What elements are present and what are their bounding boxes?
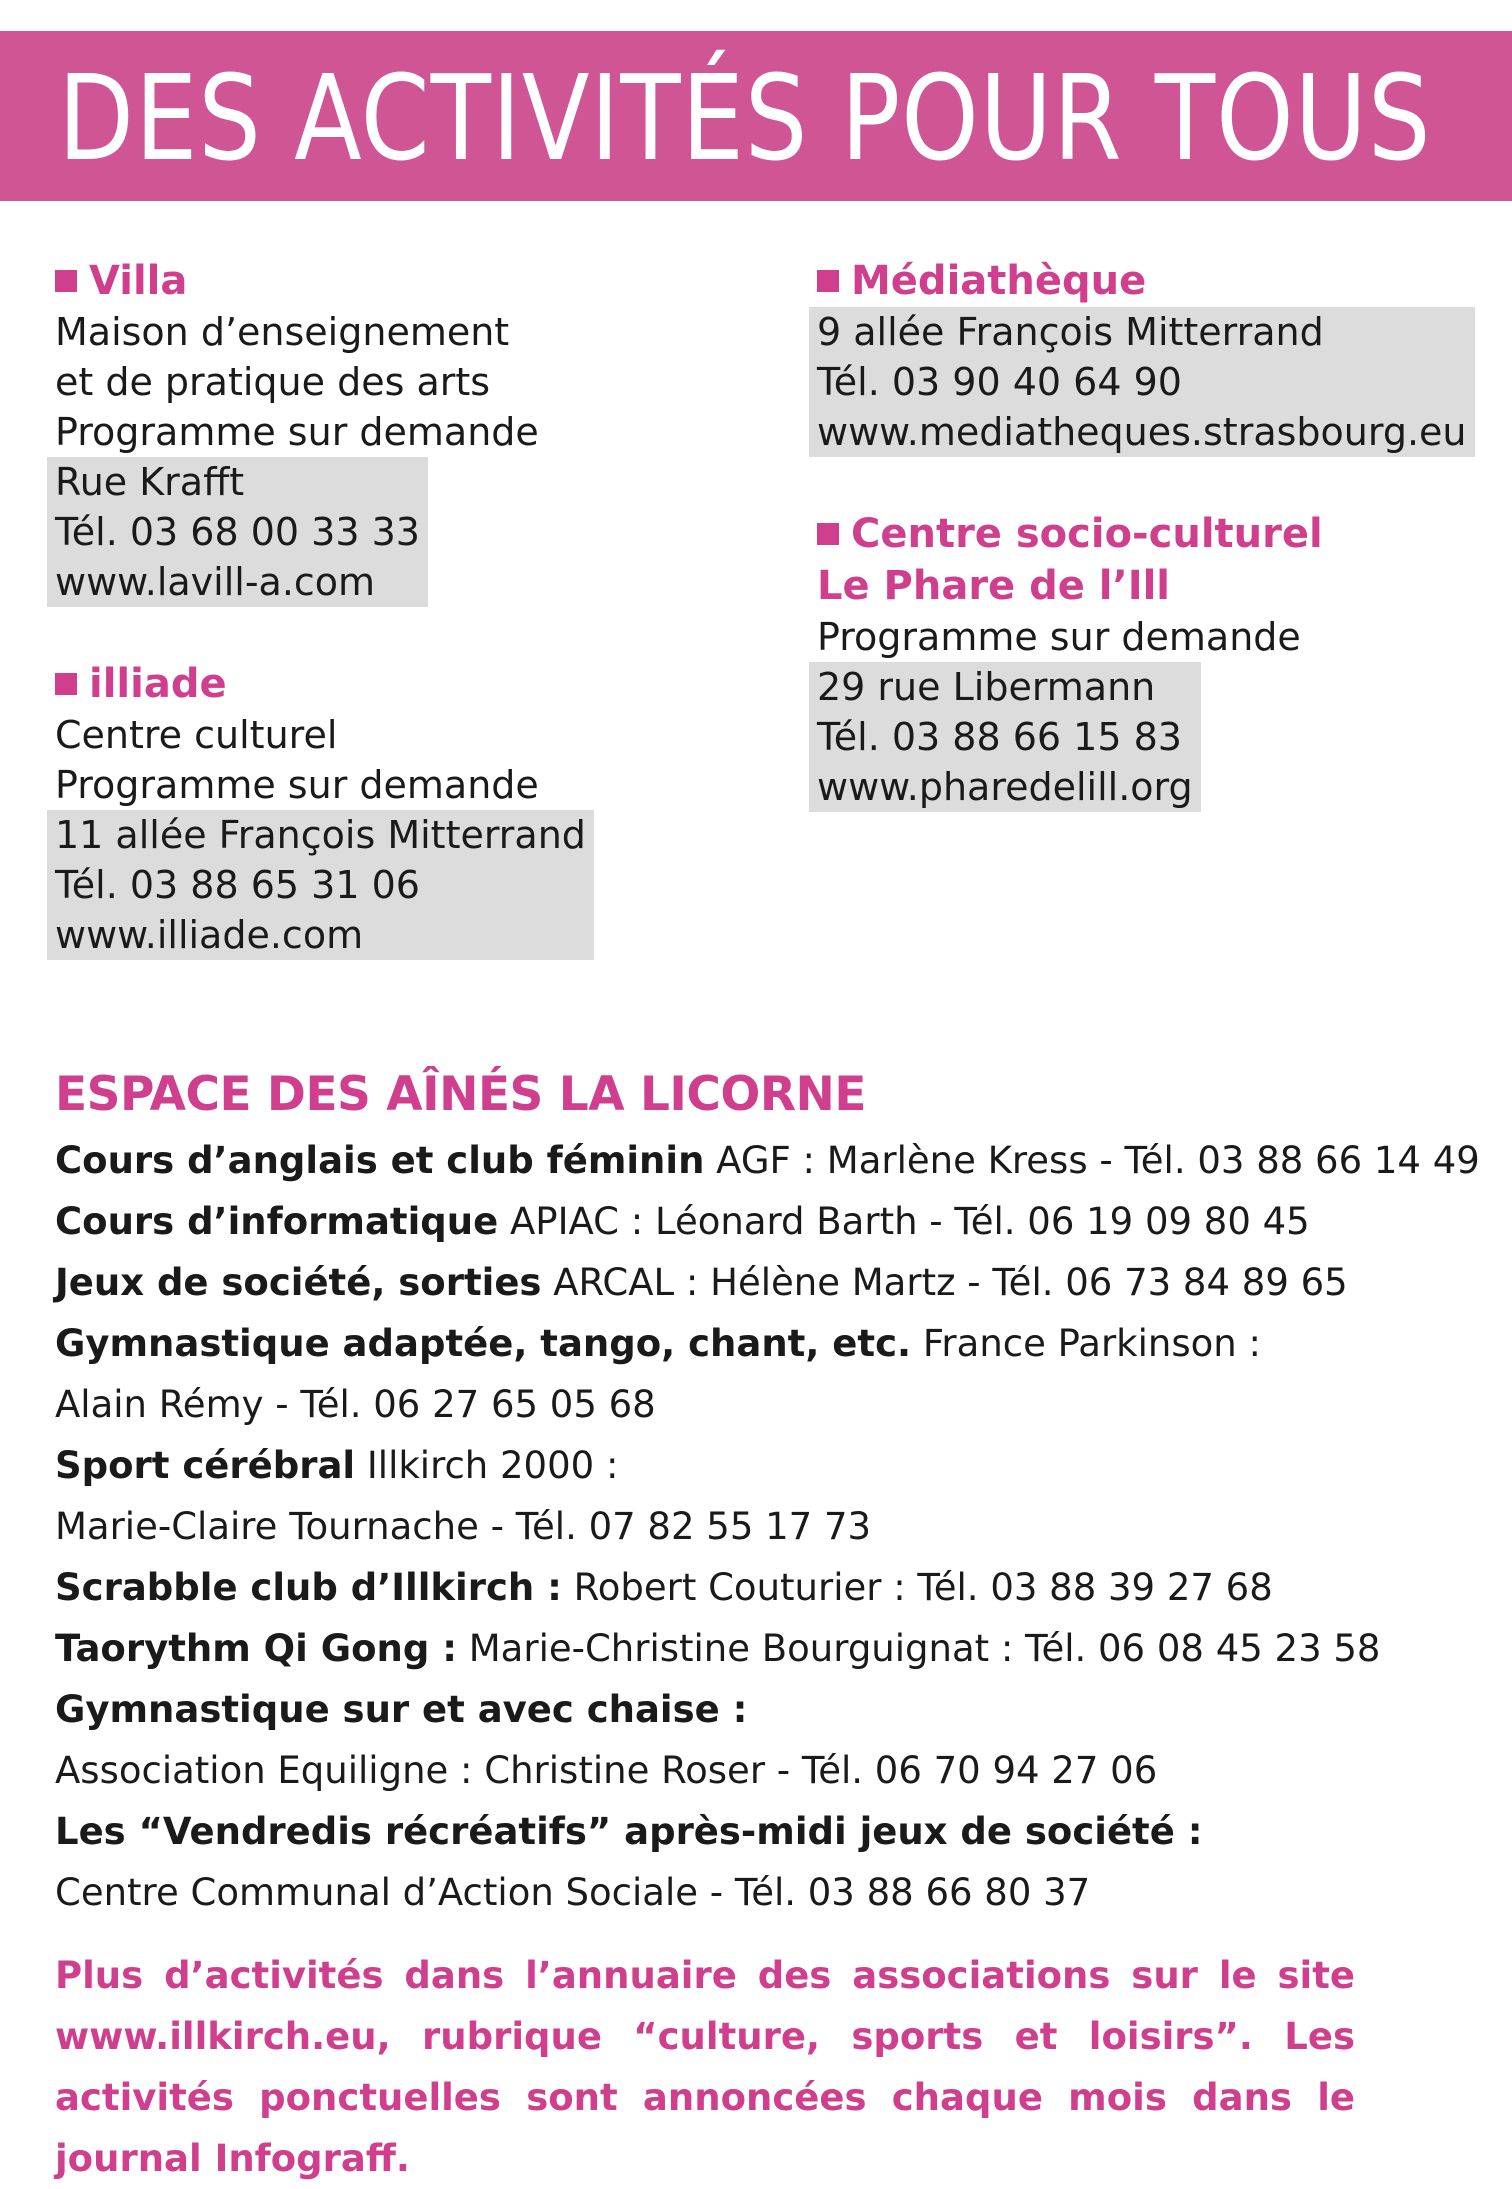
- illiade-section: [55, 658, 594, 960]
- villa-website-link[interactable]: www.lavill-a.com: [55, 560, 376, 604]
- activity-line: [55, 1740, 1475, 1801]
- activity-name: Scrabble club d’Illkirch :: [55, 1566, 562, 1609]
- illiade-title: illiade: [89, 661, 227, 707]
- phare-title: Centre socio-culturel: [851, 511, 1323, 557]
- square-bullet-icon: [817, 270, 839, 292]
- villa-line: et de pratique des arts: [55, 360, 491, 404]
- villa-section: [55, 255, 539, 607]
- activity-line: [55, 1801, 1475, 1862]
- activity-contact: Centre Communal d’Action Sociale - Tél. 03 88 66 80 37: [55, 1871, 1091, 1914]
- activity-line: [55, 1496, 1475, 1557]
- phare-address: 29 rue Libermann: [817, 665, 1156, 709]
- activity-contact: APIAC : Léonard Barth - Tél. 06 19 09 80 45: [498, 1200, 1310, 1243]
- villa-line: Programme sur demande: [55, 410, 539, 454]
- activity-contact: Illkirch 2000 :: [355, 1444, 619, 1487]
- activity-line: [55, 1130, 1480, 1191]
- mediatheque-address: 9 allée François Mitterrand: [817, 310, 1324, 354]
- activity-contact: AGF : Marlène Kress - Tél. 03 88 66 14 49: [704, 1139, 1480, 1182]
- mediatheque-website-link[interactable]: www.mediatheques.strasbourg.eu: [817, 410, 1467, 454]
- activity-name: Les “Vendredis récréatifs” après-midi jeux de société :: [55, 1810, 1203, 1853]
- activity-name: Sport cérébral: [55, 1444, 356, 1487]
- activity-name: Cours d’informatique: [55, 1200, 499, 1243]
- activity-line: [55, 1435, 1475, 1496]
- footer-note: Plus d’activités dans l’annuaire des associations sur le site www.illkirch.eu, rubrique “culture, sports et loisirs”. Les activités ponctuelles sont annoncées chaque mois dans le journal Infograff.: [55, 1954, 1355, 2180]
- activity-contact: Robert Couturier : Tél. 03 88 39 27 68: [561, 1566, 1273, 1609]
- square-bullet-icon: [817, 523, 839, 545]
- activity-line: [55, 1862, 1475, 1923]
- mediatheque-phone[interactable]: Tél. 03 90 40 64 90: [817, 360, 1182, 404]
- title-banner: [0, 31, 1512, 201]
- phare-line: Programme sur demande: [817, 615, 1301, 659]
- illiade-line: Programme sur demande: [55, 763, 539, 807]
- activity-line: [55, 1191, 1475, 1252]
- activity-contact: Marie-Christine Bourguignat : Tél. 06 08 45 23 58: [457, 1627, 1381, 1670]
- phare-website-link[interactable]: www.pharedelill.org: [817, 765, 1193, 809]
- illiade-line: Centre culturel: [55, 713, 338, 757]
- activity-name: Gymnastique sur et avec chaise :: [55, 1688, 748, 1731]
- activity-line: [55, 1618, 1475, 1679]
- espace-aines-section: [55, 1060, 1480, 1923]
- espace-list: [55, 1130, 1480, 1923]
- activity-line: [55, 1679, 1475, 1740]
- phare-section: [817, 508, 1323, 812]
- page-title: DES ACTIVITÉS POUR TOUS: [58, 49, 1432, 187]
- phare-subtitle: Le Phare de l’Ill: [817, 563, 1171, 609]
- activity-name: Gymnastique adaptée, tango, chant, etc.: [55, 1322, 912, 1365]
- activity-contact: Marie-Claire Tournache - Tél. 07 82 55 17 73: [55, 1505, 872, 1548]
- activity-contact: ARCAL : Hélène Martz - Tél. 06 73 84 89 65: [541, 1261, 1348, 1304]
- activity-name: Cours d’anglais et club féminin: [55, 1139, 705, 1182]
- activity-contact: France Parkinson :: [911, 1322, 1261, 1365]
- square-bullet-icon: [55, 270, 77, 292]
- illiade-contact-box: [47, 810, 594, 960]
- villa-contact-box: [47, 457, 428, 607]
- activity-line: [55, 1313, 1475, 1374]
- villa-address: Rue Krafft: [55, 460, 245, 504]
- villa-title: Villa: [89, 258, 188, 304]
- square-bullet-icon: [55, 673, 77, 695]
- activity-name: Jeux de société, sorties: [55, 1261, 542, 1304]
- activity-line: [55, 1557, 1475, 1618]
- mediatheque-section: [817, 255, 1475, 457]
- illiade-website-link[interactable]: www.illiade.com: [55, 913, 364, 957]
- espace-heading: ESPACE DES AÎNÉS LA LICORNE: [55, 1067, 866, 1122]
- activity-line: [55, 1252, 1475, 1313]
- activity-name: Taorythm Qi Gong :: [55, 1627, 457, 1670]
- illiade-address: 11 allée François Mitterrand: [55, 813, 586, 857]
- activity-contact: Association Equiligne : Christine Roser - Tél. 06 70 94 27 06: [55, 1749, 1158, 1792]
- activity-contact: Alain Rémy - Tél. 06 27 65 05 68: [55, 1383, 656, 1426]
- mediatheque-title: Médiathèque: [851, 258, 1147, 304]
- villa-line: Maison d’enseignement: [55, 310, 510, 354]
- illiade-phone[interactable]: Tél. 03 88 65 31 06: [55, 863, 420, 907]
- villa-phone[interactable]: Tél. 03 68 00 33 33: [55, 510, 420, 554]
- phare-phone[interactable]: Tél. 03 88 66 15 83: [817, 715, 1182, 759]
- mediatheque-contact-box: [809, 307, 1475, 457]
- activity-line: [55, 1374, 1475, 1435]
- phare-contact-box: [809, 662, 1201, 812]
